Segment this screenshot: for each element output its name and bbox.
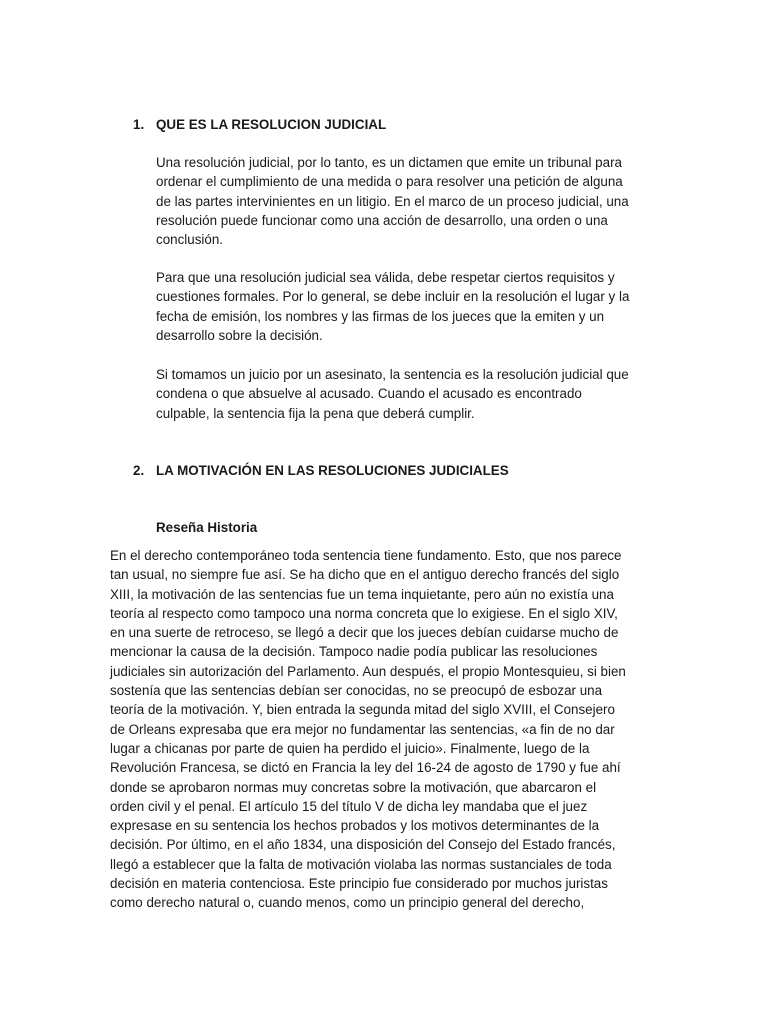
paragraph-line: Una resolución judicial, por lo tanto, es un dictamen que emite un tribunal para xyxy=(156,155,622,170)
body-line: XIII, la motivación de las sentencias fue un tema inquietante, pero aún no existía una xyxy=(110,586,614,602)
paragraph-line: condena o que absuelve al acusado. Cuando el acusado es encontrado xyxy=(156,386,582,402)
paragraph-line: de las partes intervinientes en un litigio. En el marco de un proceso judicial, una xyxy=(156,193,629,209)
body-line: donde se aprobaron normas muy concretas sobre la motivación, que abarcaron el xyxy=(110,779,597,795)
paragraph-line: cuestiones formales. Por lo general, se debe incluir en la resolución el lugar y la xyxy=(156,289,630,305)
paragraph-line: desarrollo sobre la decisión. xyxy=(156,327,323,343)
paragraph-line: fecha de emisión, los nombres y las firmas de los jueces que la emiten y un xyxy=(156,308,605,324)
section-2-title: LA MOTIVACIÓN EN LAS RESOLUCIONES JUDICIALES xyxy=(156,463,509,478)
body-line: tan usual, no siempre fue así. Se ha dicho que en el antiguo derecho francés del siglo xyxy=(110,567,620,583)
body-line: orden civil y el penal. El artículo 15 del título V de dicha ley mandaba que el juez xyxy=(110,798,588,814)
section-2-heading xyxy=(133,461,509,480)
body-line: teoría de la motivación. Y, bien entrada la segunda mitad del siglo XVIII, el Consejero xyxy=(110,702,615,718)
body-line: expresase en su sentencia los hechos probados y los motivos determinantes de la xyxy=(110,818,600,834)
section-1-title: QUE ES LA RESOLUCION JUDICIAL xyxy=(156,117,387,132)
section-1-number: 1. xyxy=(133,117,145,132)
section-2-body xyxy=(110,546,626,913)
body-line: En el derecho contemporáneo toda sentencia tiene fundamento. Esto, que nos parece xyxy=(110,548,622,563)
section-2-number: 2. xyxy=(133,463,145,478)
paragraph-line: Para que una resolución judicial sea válida, debe respetar ciertos requisitos y xyxy=(156,270,615,285)
body-line: mencionar la causa de la decisión. Tampoco nadie podía publicar las resoluciones xyxy=(110,644,598,660)
body-line: decisión. Por último, en el año 1834, una disposición del Consejo del Estado francés, xyxy=(110,837,616,853)
body-line: sostenía que las sentencias debían ser conocidas, no se preocupó de esbozar una xyxy=(110,683,603,699)
body-line: lugar a chicanas por parte de quien ha perdido el juicio». Finalmente, luego de la xyxy=(110,740,590,756)
body-line: en una suerte de retroceso, se llegó a decir que los jueces debían cuidarse mucho de xyxy=(110,625,619,641)
body-line: llegó a establecer que la falta de motivación violaba las normas sustanciales de toda xyxy=(110,856,612,872)
paragraph-line: resolución puede funcionar como una acción de desarrollo, una orden o una xyxy=(156,212,608,228)
paragraph-line: ordenar el cumplimiento de una medida o para resolver una petición de alguna xyxy=(156,174,623,190)
body-line: teoría al respecto como tampoco una norma concreta que lo exigiese. En el siglo XIV, xyxy=(110,605,618,621)
body-line: decisión en materia contenciosa. Este principio fue considerado por muchos juristas xyxy=(110,876,608,892)
paragraph-line: conclusión. xyxy=(156,232,223,248)
paragraph-line: Si tomamos un juicio por un asesinato, la sentencia es la resolución judicial que xyxy=(156,367,629,382)
body-line: como derecho natural o, cuando menos, como un principio general del derecho, xyxy=(110,895,585,911)
body-line: judiciales sin autorización del Parlamento. Aun después, el propio Montesquieu, si bien xyxy=(110,663,626,679)
body-line: de Orleans expresaba que era mejor no fundamentar las sentencias, «a fin de no dar xyxy=(110,721,615,737)
section-1-heading xyxy=(133,115,386,134)
section-1-paragraph-1 xyxy=(156,153,629,249)
section-1-paragraph-3 xyxy=(156,365,629,423)
section-1-paragraph-2 xyxy=(156,268,629,345)
subheading-resena-historia: Reseña Historia xyxy=(156,520,258,535)
body-line: Revolución Francesa, se dictó en Francia la ley del 16-24 de agosto de 1790 y fue ahí xyxy=(110,760,621,776)
paragraph-line: culpable, la sentencia fija la pena que deberá cumplir. xyxy=(156,405,475,421)
